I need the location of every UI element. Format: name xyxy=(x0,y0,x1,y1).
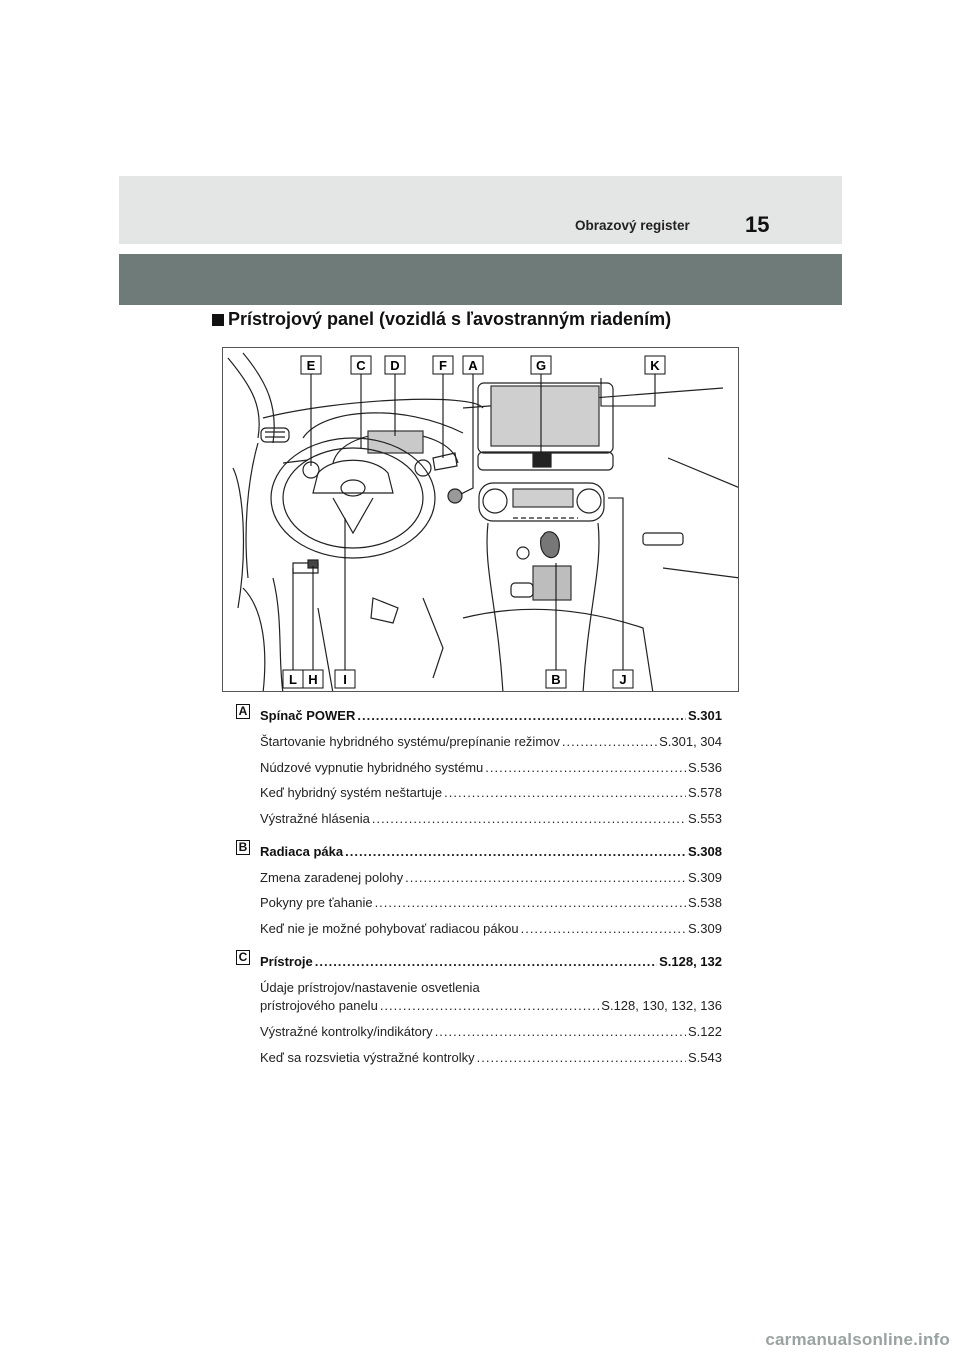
svg-text:G: G xyxy=(535,358,547,373)
label-E xyxy=(301,356,321,374)
svg-text:D: D xyxy=(390,358,400,373)
label-I xyxy=(335,670,355,688)
index-subentry[interactable]: Výstražné kontrolky/indikátory ..... S.122 xyxy=(260,1024,722,1040)
svg-text:E: E xyxy=(306,358,316,373)
section-letter-a: A xyxy=(236,704,250,719)
label-L xyxy=(283,670,303,688)
entry-title: Radiaca páka xyxy=(260,844,344,859)
label-B xyxy=(546,670,566,688)
index-subentry[interactable]: Keď sa rozsvietia výstražné kontrolky ..... S.543 xyxy=(260,1050,722,1066)
watermark: carmanualsonline.info xyxy=(765,1330,950,1349)
svg-text:F: F xyxy=(439,358,447,373)
section-title: Obrazový register xyxy=(575,218,690,233)
svg-text:J: J xyxy=(619,672,627,687)
svg-text:H: H xyxy=(308,672,318,687)
entry-title: Spínač POWER xyxy=(260,708,356,723)
label-H xyxy=(303,670,323,688)
page-number: 15 xyxy=(745,212,770,237)
dark-band xyxy=(119,254,842,305)
label-D xyxy=(385,356,405,374)
svg-text:C: C xyxy=(356,358,366,373)
section-letter-c: C xyxy=(236,950,250,965)
label-G xyxy=(531,356,551,374)
dashboard-illustration xyxy=(222,347,739,692)
index-subentry[interactable]: Zmena zaradenej polohy ..... S.309 xyxy=(260,870,722,886)
svg-text:A: A xyxy=(468,358,478,373)
dashboard-drawing xyxy=(223,348,739,692)
label-A xyxy=(463,356,483,374)
index-subentry[interactable]: Keď hybridný systém neštartuje ..... S.578 xyxy=(260,785,722,801)
index-subentry[interactable]: Núdzové vypnutie hybridného systému ..... S.536 xyxy=(260,760,722,776)
label-C xyxy=(351,356,371,374)
section-letter-b: B xyxy=(236,840,250,855)
leader-dots xyxy=(357,708,686,724)
header-band xyxy=(119,176,842,244)
index-subentry-first-line: Údaje prístrojov/nastavenie osvetlenia xyxy=(260,980,480,995)
page-heading xyxy=(212,309,671,330)
index-entry-a[interactable] xyxy=(260,708,722,724)
svg-text:B: B xyxy=(551,672,561,687)
entry-page-ref: S.308 xyxy=(688,844,722,859)
leader-dots xyxy=(345,844,686,860)
index-subentry[interactable]: Výstražné hlásenia ..... S.553 xyxy=(260,811,722,827)
index-subentry[interactable]: prístrojového panelu ..... S.128, 130, 132, 136 xyxy=(260,998,722,1014)
label-K xyxy=(645,356,665,374)
entry-page-ref: S.128, 132 xyxy=(659,954,722,969)
label-F xyxy=(433,356,453,374)
index-subentry[interactable]: Štartovanie hybridného systému/prepínanie režimov ..... S.301, 304 xyxy=(260,734,722,750)
label-J xyxy=(613,670,633,688)
entry-page-ref: S.301 xyxy=(688,708,722,723)
square-bullet-icon xyxy=(212,314,224,326)
entry-title: Prístroje xyxy=(260,954,313,969)
svg-text:K: K xyxy=(650,358,660,373)
index-subentry[interactable]: Pokyny pre ťahanie ..... S.538 xyxy=(260,895,722,911)
heading-text: Prístrojový panel (vozidlá s ľavostranným riadením) xyxy=(228,309,672,329)
leader-dots xyxy=(315,954,657,970)
index-entry-c[interactable] xyxy=(260,954,722,970)
index-subentry[interactable]: Keď nie je možné pohybovať radiacou pákou ..... S.309 xyxy=(260,921,722,937)
index-entry-b[interactable] xyxy=(260,844,722,860)
svg-text:I: I xyxy=(343,672,347,687)
svg-text:L: L xyxy=(289,672,297,687)
